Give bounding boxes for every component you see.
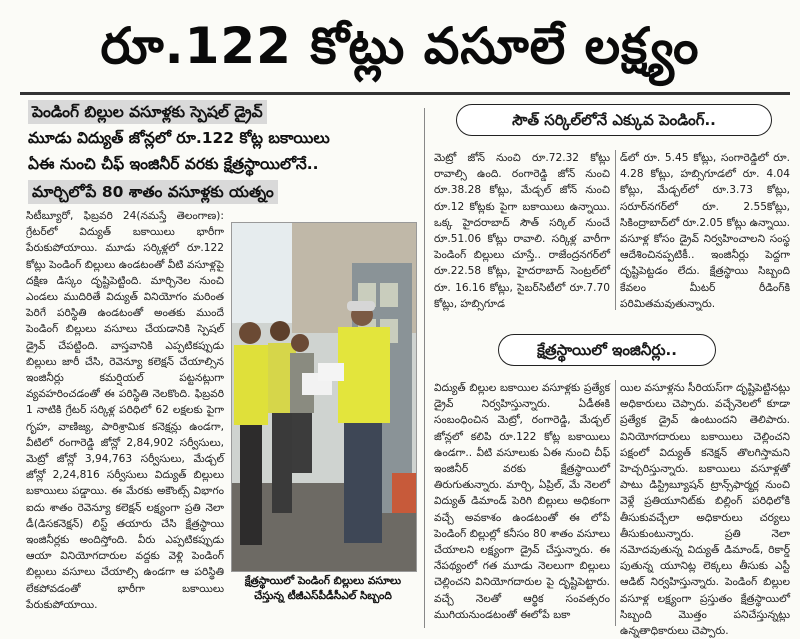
headline-rule [20,92,790,95]
article-left-text: సిటీబ్యూరో, ఫిబ్రవరి 24(నమస్తే తెలంగాణ): గ్రేటర్‌లో విద్యుత్ బకాయిలు భారీగా పేరుకుపోయాయి. మూడు సర్కిళ్లలో రూ.122 కోట్లు పెండింగ్ బిల్లులు ఉండటంతో వీటి వసూళ్లపై దక్షిణ డిస్కం దృష్టిపెట్టింది. మార్చినెల నుంచి ఎండలు ముదిరితే విద్యుత్ వినియోగం మరింత పెరిగే పరిస్థితి ఉండటంతో అంతకు ముందే పెండింగ్ బిల్లులు వసూలు చేయడానికి స్పెషల్ డ్రైవ్ చేపట్టింది. వాస్తవానికి ఎప్పటికప్పుడు బిల్లులు జారీ చేసి, రెవెన్యూ కలెక్షన్ చేయాల్సిన ఇంజినీర్లు కమర్షియల్ పట్టనట్లుగా వ్యవహరించడంతో ఈ పరిస్థితి నెలకొంది. ఫిబ్రవరి 1 నాటికి గ్రేటర్ సర్కిళ్ల పరిధిలో 62 లక్షలకు పైగా గృహ, వాణిజ్య, పారిశ్రామిక కనెక్షన్లు ఉండగా, వీటిలో రంగారెడ్డి జోన్లో 2,84,902 సర్వీసులు, మెట్రో జోన్లో 3,94,763 సర్వీసులు, మేడ్చల్ జోన్లో 2,24,816 సర్వీసులు విద్యుత్ బిల్లులు బకాయిలు పడ్డాయి. ఈ మేరకు అకౌంట్స్ విభాగం ఐదు శాతం రెవెన్యూ కలెక్షన్ లక్ష్యంగా ప్రతి నెలా డీ(డిసకనెక్షన్) లిస్ట్ తయారు చేసి క్షేత్రస్థాయి ఇంజినీర్లకు అందిస్తోంది. వీరు ఎప్పటికప్పుడు ఆయా వినియోగదారుల వద్దకు వెళ్లి పెండింగ్ బిల్లులు వసూలు చేయాల్సి ఉండగా ఆ పరిస్థితి లేకపోవడంతో భారీగా బకాయిలు పేరుకుపోయాయి. [26,210,224,611]
column-divider [424,108,425,628]
engineers-text-b: యిల వసూళ్లను సీరియస్‌గా దృష్టిపెట్టినట్లు అధికారులు చెప్పారు. వచ్చేనెలలో కూడా ప్రత్యేక డ్రైవ్ ఉంటుందని తెలిపారు. వినియోగదారులు బకాయిలు చెల్లించని పక్షంలో విద్యుత్ కనెక్షన్ తొలగిస్తామని హెచ్చరిస్తున్నారు. బకాయిలు వసూళ్లతో పాటు డిస్ట్రిబ్యూషన్ ట్రాన్స్‌ఫార్మర్ల నుంచి వెళ్లే ప్రతియూనిట్‌కు బిల్లింగ్ పరిధిలోకి తీసుకువచ్చేలా అధికారులు చర్యలు తీసుకుంటున్నారు. ప్రతి నెలా నమోదవుతున్న విద్యుత్ డిమాండ్, రికార్డ్ పుతున్న యూనిట్ల లెక్కలు తీసుకు ఎస్టీ ఆడిట్ నిర్వహిస్తున్నారు. పెండింగ్ బిల్లుల వసూళ్ల లక్ష్యంగా ప్రస్తుతం క్షేత్రస్థాయిలో సిబ్బంది మొత్తం పనిచేస్తున్నట్లు ఉన్నతాధికారులు చెప్పారు. [620,382,790,638]
south-text-b: డ్‌లో రూ. 5.45 కోట్లు, సంగారెడ్డిలో రూ. 4.28 కోట్లు, హబ్సిగూడలో రూ. 4.04 కోట్లు, మేడ్చల్‌లో రూ.3.73 కోట్లు, సరూర్‌నగర్‌లో రూ. 2.55కోట్లు, సికింద్రాబాద్‌లో రూ.2.05 కోట్లు ఉన్నాయి. వసూళ్ల కోసం డ్రైవ్ నిర్వహించాలని సంస్థ ఆదేశించినప్పటికీ.. ఇంజినీర్లు పెద్దగా దృష్టిపెట్టడం లేదు. క్షేత్రస్థాయి సిబ్బంది కేవలం మీటర్ రీడింగ్‌కి పరిమితమవుతున్నారు. [620,152,790,310]
engineers-text-a: విద్యుత్ బిల్లుల బకాయిల వసూళ్లకు ప్రత్యేక డ్రైవ్ నిర్వహిస్తున్నారు. ఏడీఈకి సంబంధించిన మెట్రో, రంగారెడ్డి, మేడ్చల్ జోన్లలో కలిపి రూ.122 కోట్ల బకాయిలు ఉండగా.. వీటి వసూలుకు ఏఈ నుంచి చీఫ్ ఇంజినీర్ వరకు క్షేత్రస్థాయిలో తిరుగుతున్నారు. మార్చి, ఏప్రిల్, మే నెలలో విద్యుత్ డిమాండ్ పెరిగి బిల్లులు అధికంగా వచ్చే అవకాశం ఉండటంతో ఈ లోపే పెండింగ్ బిల్లుల్లో కనీసం 80 శాతం వసూలు చేయాలని లక్ష్యంగా డ్రైవ్ చేస్తున్నారు. ఈ నేపథ్యంలో గత మూడు నెలలుగా బిల్లులు చెల్లించని వినియోగదారుల పై దృష్టిపెట్టారు. వచ్చే నెలతో ఆర్థిక సంవత్సరం ముగియనుండటంతో ఈలోపే బకా [434,382,610,621]
south-divider [615,150,616,310]
south-circle-heading: సౌత్ సర్కిల్‌లోనే ఎక్కువ పెండింగ్.. [456,104,772,136]
subhead-3: ఏఈ నుంచి చీఫ్ ఇంజినీర్ వరకు క్షేత్రస్థాయిలోనే.. [28,155,319,173]
article-photo [231,222,417,572]
south-column-a [434,150,610,310]
article-left-column [26,208,224,628]
engineers-divider [615,380,616,626]
subhead-4: మార్చిలోపే 80 శాతం వసూళ్లకు యత్నం [28,180,278,204]
south-column-b [620,150,790,310]
subhead-1: పెండింగ్ బిల్లుల వసూళ్లకు స్పెషల్ డ్రైవ్ [28,100,267,124]
engineers-heading: క్షేత్రస్థాయిలో ఇంజినీర్లు.. [498,334,716,366]
subhead-2: మూడు విద్యుత్ జోన్లలో రూ.122 కోట్ల బకాయిలు [28,129,330,147]
south-text-a: మెట్రో జోన్ నుంచి రూ.72.32 కోట్లు రావాల్సి ఉంది. రంగారెడ్డి జోన్ నుంచి రూ.38.28 కోట్లు, మేడ్చల్ జోన్ నుంచి రూ.12 కోట్లకు పైగా బకాయిలు ఉన్నాయి. ఒక్క హైదరాబాద్ సౌత్ సర్కిల్ నుంచే రూ.51.06 కోట్లు రావాలి. సర్కిళ్ల వారీగా పెండింగ్ బిల్లులు చూస్తే.. రాజేంద్రనగర్‌లో రూ.22.58 కోట్లు, హైదరాబాద్ సెంట్రల్‌లో రూ. 16.16 కోట్లు, సైబర్‌సిటీలో రూ.7.70 కోట్లు, హబ్సిగూడ [434,152,610,310]
headline: రూ.122 కోట్లు వసూలే లక్ష్యం [100,17,700,75]
engineers-column-b [620,380,790,638]
photo-caption: క్షేత్రస్థాయిలో పెండింగ్ బిల్లులు వసూలు చేస్తున్న టీజీఎస్‌పీడీసీఎల్ సిబ్బంది [244,575,402,602]
engineers-column-a [434,380,610,628]
